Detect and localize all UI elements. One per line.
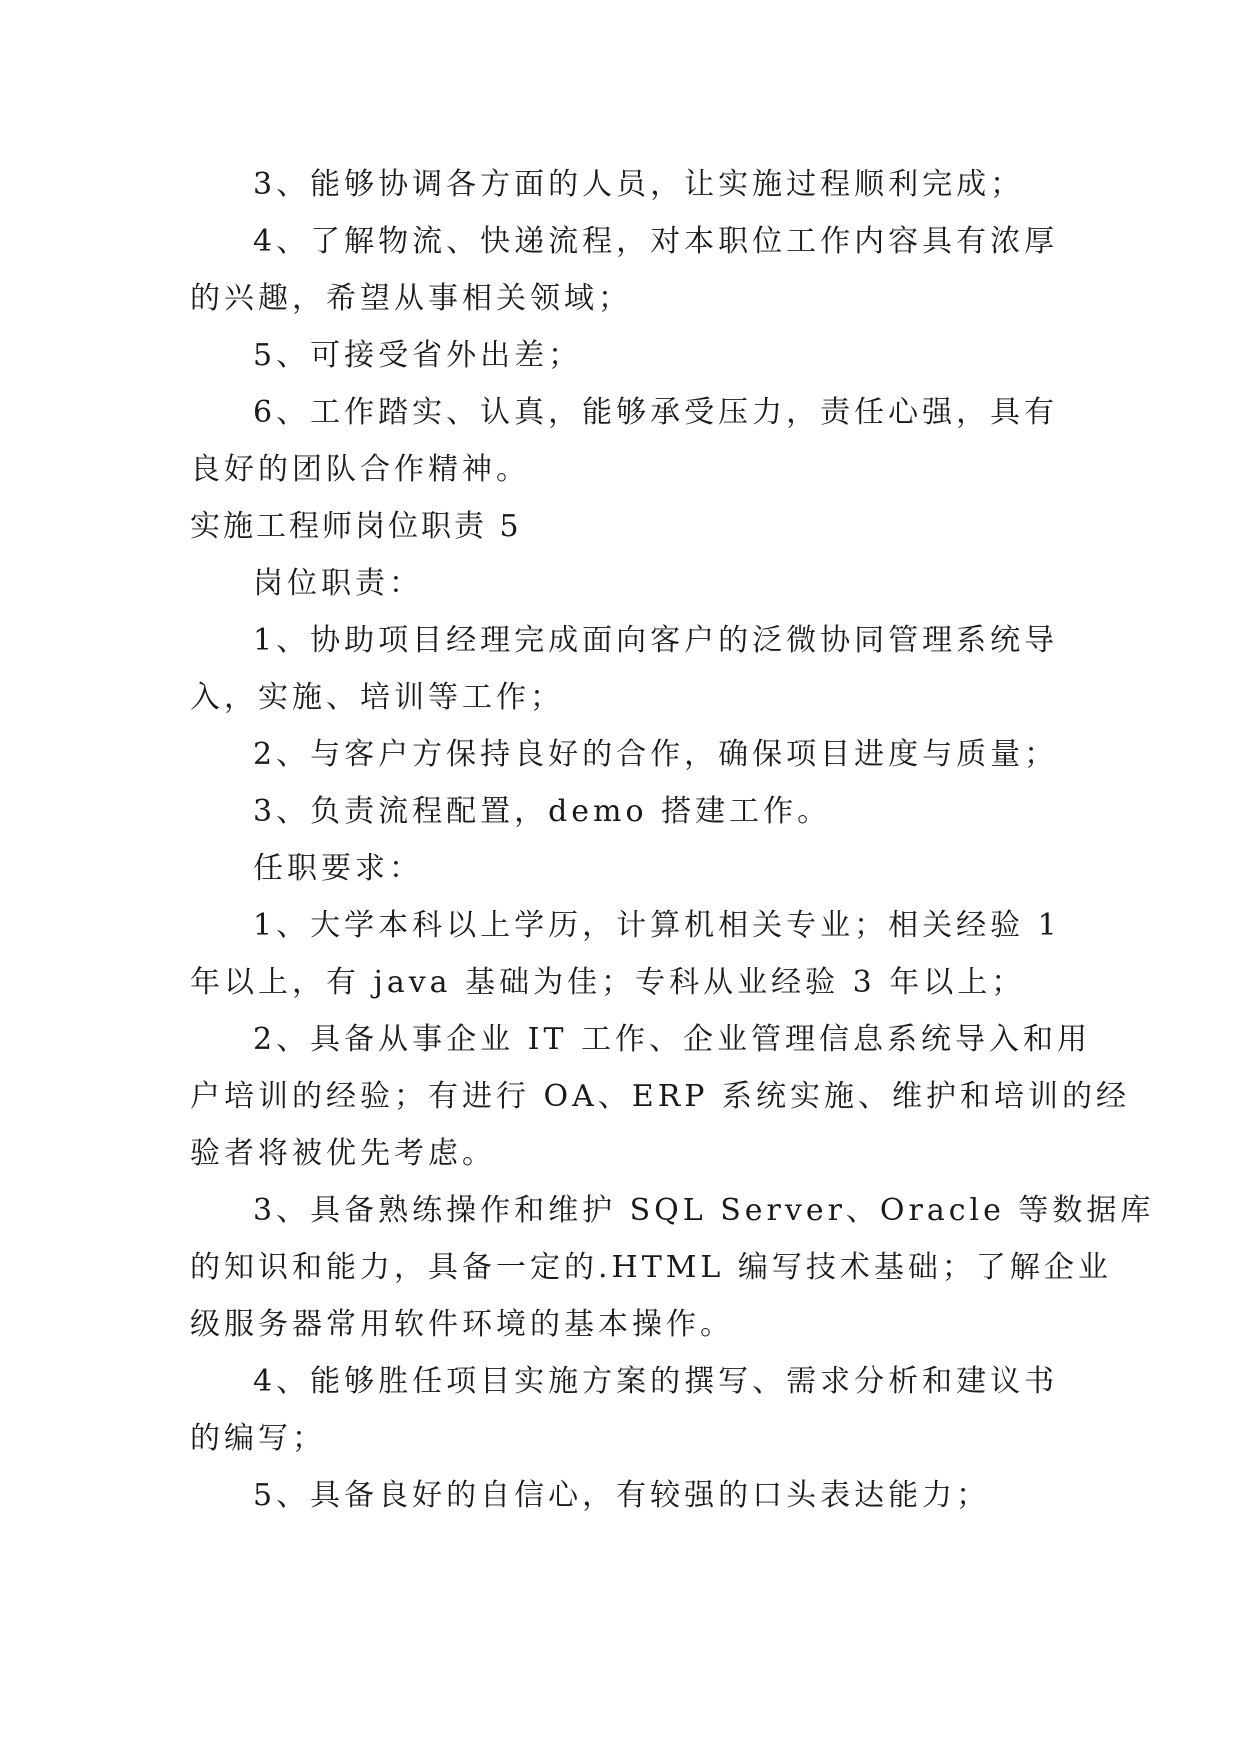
subheading-requirements: 任职要求： <box>253 851 423 886</box>
paragraph-line: 1、协助项目经理完成面向客户的泛微协同管理系统导 <box>253 623 1059 658</box>
paragraph-line: 5、可接受省外出差； <box>253 338 583 373</box>
paragraph-line: 4、能够胜任项目实施方案的撰写、需求分析和建议书 <box>253 1364 1059 1399</box>
paragraph-line: 6、工作踏实、认真，能够承受压力，责任心强，具有 <box>253 395 1059 430</box>
paragraph-line: 的知识和能力，具备一定的.HTML 编写技术基础；了解企业 <box>190 1250 1112 1285</box>
paragraph-line: 3、能够协调各方面的人员，让实施过程顺利完成； <box>253 167 1025 202</box>
paragraph-line: 年以上，有 java 基础为佳；专科从业经验 3 年以上； <box>190 965 1026 1000</box>
paragraph-line: 3、负责流程配置，demo 搭建工作。 <box>253 794 832 829</box>
paragraph-line: 的编写； <box>190 1421 326 1456</box>
paragraph-line: 验者将被优先考虑。 <box>190 1136 496 1171</box>
paragraph-line: 的兴趣，希望从事相关领域； <box>190 281 632 316</box>
subheading-responsibilities: 岗位职责： <box>253 566 423 601</box>
paragraph-line: 1、大学本科以上学历，计算机相关专业；相关经验 1 <box>253 908 1061 943</box>
paragraph-line: 2、与客户方保持良好的合作，确保项目进度与质量； <box>253 737 1059 772</box>
paragraph-line: 4、了解物流、快递流程，对本职位工作内容具有浓厚 <box>253 224 1059 259</box>
paragraph-line: 5、具备良好的自信心，有较强的口头表达能力； <box>253 1478 991 1513</box>
paragraph-line: 户培训的经验；有进行 OA、ERP 系统实施、维护和培训的经 <box>190 1079 1131 1114</box>
paragraph-line: 级服务器常用软件环境的基本操作。 <box>190 1307 734 1342</box>
paragraph-line: 入，实施、培训等工作； <box>190 680 564 715</box>
paragraph-line: 3、具备熟练操作和维护 SQL Server、Oracle 等数据库 <box>253 1193 1155 1228</box>
paragraph-line: 良好的团队合作精神。 <box>190 452 530 487</box>
section-heading: 实施工程师岗位职责 5 <box>190 509 522 544</box>
paragraph-line: 2、具备从事企业 IT 工作、企业管理信息系统导入和用 <box>253 1022 1092 1057</box>
